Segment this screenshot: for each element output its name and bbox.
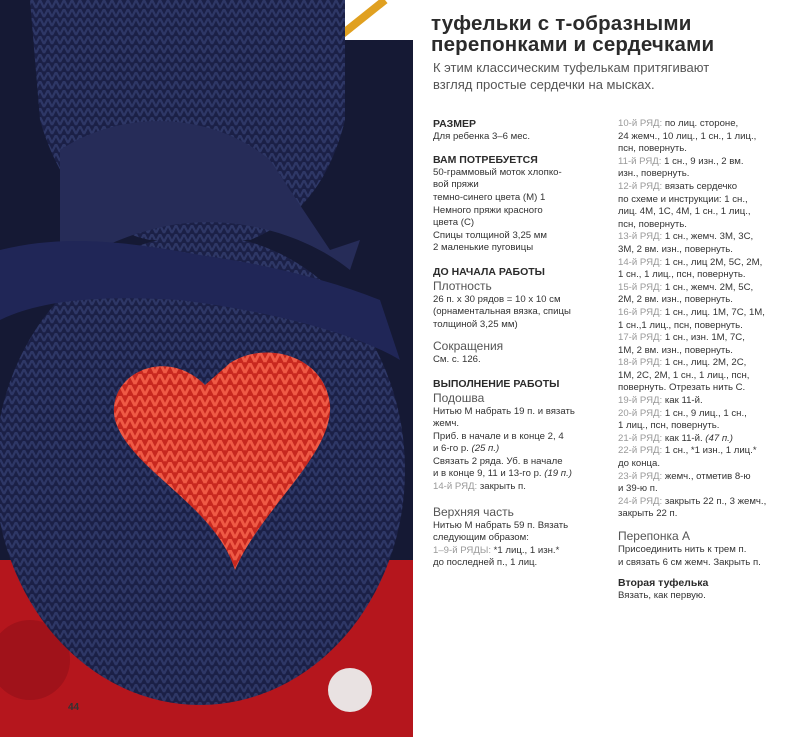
row-text: по лиц. стороне, xyxy=(662,118,739,129)
row-label: 22-й РЯД: xyxy=(618,445,663,457)
strap-title: Перепонка А xyxy=(618,529,690,543)
instruction-row xyxy=(618,320,796,333)
upper-line xyxy=(433,520,611,533)
row-text: как 11-й. xyxy=(662,432,706,444)
instruction-row xyxy=(618,445,796,458)
row-text: и 6-го р. xyxy=(433,443,472,455)
instruction-row xyxy=(618,168,796,181)
row-text: по схеме и инструкции: 1 сн., xyxy=(618,193,748,205)
sole-line xyxy=(433,418,611,431)
sole-line xyxy=(433,468,611,481)
row-label: 21-й РЯД: xyxy=(618,432,663,444)
row-text: 1 сн., лиц. 2М, 2С, xyxy=(662,357,747,369)
left-column xyxy=(433,118,611,570)
row-label: 12-й РЯД: xyxy=(618,180,663,192)
row-text: вязать сердечко xyxy=(662,180,738,192)
instruction-row xyxy=(618,420,796,433)
row-label: 11-й РЯД: xyxy=(618,155,662,167)
instruction-row xyxy=(618,395,796,408)
instruction-row xyxy=(618,370,796,383)
row-text: 1 сн.,1 лиц., псн, повернуть. xyxy=(618,319,743,331)
gauge-line: 26 п. х 30 рядов = 10 х 10 см xyxy=(433,293,561,305)
row-text: и 39-ю п. xyxy=(618,483,658,495)
right-column xyxy=(618,118,796,602)
instruction-row xyxy=(618,382,796,395)
intro-text xyxy=(433,59,783,93)
row-text: 24 жемч., 10 лиц., 1 сн., 1 лиц., xyxy=(618,130,757,142)
strap-line: и связать 6 см жемч. Закрыть п. xyxy=(618,556,761,568)
row-text: 1 сн., 1 лиц., псн, повернуть. xyxy=(618,269,746,281)
gauge-line: (орнаментальная вязка, спицы xyxy=(433,306,571,318)
materials-line: Спицы толщиной 3,25 мм xyxy=(433,229,547,241)
materials-list xyxy=(433,167,611,255)
upper-title: Верхняя часть xyxy=(433,504,514,519)
instruction-row xyxy=(618,357,796,370)
instruction-row xyxy=(618,206,796,219)
materials-line: 2 маленькие пуговицы xyxy=(433,242,534,254)
instruction-row xyxy=(618,282,796,295)
gauge-line: толщиной 3,25 мм) xyxy=(433,318,518,330)
row-label: 1–9-й РЯДЫ: xyxy=(433,544,491,556)
row-text: закрыть п. xyxy=(477,481,526,493)
strap-line: Присоединить нить к трем п. xyxy=(618,544,747,555)
row-text: 1 сн., изн. 1М, 7С, xyxy=(662,332,745,344)
instruction-row xyxy=(618,143,796,156)
gauge-list xyxy=(433,294,611,332)
materials-line: цвета (С) xyxy=(433,217,475,229)
row-text: 1 сн., 9 изн., 2 вм. xyxy=(661,155,744,167)
sole-title: Подошва xyxy=(433,390,485,405)
row-text: *1 лиц., 1 изн.* xyxy=(491,544,560,556)
row-text: 3М, 2 вм. изн., повернуть. xyxy=(618,243,733,255)
abbr-title: Сокращения xyxy=(433,339,504,354)
instruction-row xyxy=(618,345,796,358)
title-line-1: туфельки с т-образными xyxy=(431,12,692,35)
materials-line: вой пряжи xyxy=(433,179,479,191)
instruction-row xyxy=(618,118,796,131)
materials-heading: ВАМ ПОТРЕБУЕТСЯ xyxy=(433,154,538,167)
row-text: 1 лиц., псн, повернуть. xyxy=(618,420,720,432)
instruction-row xyxy=(618,433,796,446)
page-number: 44 xyxy=(68,702,80,713)
row-text: до конца. xyxy=(618,458,661,470)
size-text: Для ребенка 3–6 мес. xyxy=(433,130,531,142)
row-text: 1 сн., жемч. 3М, 3С, xyxy=(662,231,754,243)
row-text: следующим образом: xyxy=(433,532,529,544)
sole-instructions xyxy=(433,406,611,494)
row-label: 20-й РЯД: xyxy=(618,407,663,419)
upper-line xyxy=(433,557,611,570)
instruction-row xyxy=(618,219,796,232)
row-instructions xyxy=(618,118,796,521)
row-text: как 11-й. xyxy=(662,395,703,407)
row-text: Нитью М набрать 59 п. Вязать xyxy=(433,519,569,531)
instruction-row xyxy=(618,244,796,257)
row-text: Связать 2 ряда. Уб. в начале xyxy=(433,455,563,467)
row-text: 1 сн., жемч. 2М, 5С, xyxy=(662,281,754,293)
row-label: 23-й РЯД: xyxy=(618,470,663,482)
row-text: 1 сн., лиц 2М, 5С, 2М, xyxy=(662,256,763,268)
instruction-row xyxy=(618,181,796,194)
stitch-count: (25 п.) xyxy=(471,443,500,455)
sole-line xyxy=(433,406,611,419)
row-text: до последней п., 1 лиц. xyxy=(433,557,538,569)
instruction-row xyxy=(618,508,796,521)
sole-line xyxy=(433,481,611,494)
instruction-row xyxy=(618,307,796,320)
row-text: жемч. xyxy=(433,418,460,430)
materials-line: Немного пряжи красного xyxy=(433,204,543,216)
row-label: 10-й РЯД: xyxy=(618,118,663,129)
stitch-count: (47 п.) xyxy=(705,432,733,444)
instruction-row xyxy=(618,458,796,471)
article xyxy=(413,0,800,737)
row-text: 1 сн., лиц. 1М, 7С, 1М, xyxy=(662,306,765,318)
row-text: 1 сн., *1 изн., 1 лиц.* xyxy=(662,445,757,457)
gauge-title: Плотность xyxy=(433,278,492,293)
row-text: 1М, 2С, 2М, 1 сн., 1 лиц., псн, xyxy=(618,369,750,381)
work-heading: ВЫПОЛНЕНИЕ РАБОТЫ xyxy=(433,377,560,390)
sole-line xyxy=(433,456,611,469)
size-heading: РАЗМЕР xyxy=(433,118,476,130)
sole-line xyxy=(433,431,611,444)
upper-line xyxy=(433,545,611,558)
row-label: 17-й РЯД: xyxy=(618,332,663,344)
row-text: псн, повернуть. xyxy=(618,218,687,230)
instruction-row xyxy=(618,257,796,270)
row-label: 24-й РЯД: xyxy=(618,495,663,507)
row-text: 1М, 2 вм. изн., повернуть. xyxy=(618,344,733,356)
instruction-row xyxy=(618,471,796,484)
row-label: 14-й РЯД: xyxy=(618,256,663,268)
row-text: лиц. 4М, 1С, 4М, 1 сн., 1 лиц., xyxy=(618,206,751,218)
row-label: 19-й РЯД: xyxy=(618,395,663,407)
upper-instructions xyxy=(433,520,611,570)
row-text: Нитью М набрать 19 п. и вязать xyxy=(433,405,575,417)
before-heading: ДО НАЧАЛА РАБОТЫ xyxy=(433,265,545,278)
row-label: 15-й РЯД: xyxy=(618,281,663,293)
instruction-row xyxy=(618,294,796,307)
strap-instructions xyxy=(618,544,796,569)
row-text: изн., повернуть. xyxy=(618,168,690,180)
intro-line-1: К этим классическим туфелькам притягивают xyxy=(433,60,710,75)
instruction-row xyxy=(618,231,796,244)
stitch-count: (19 п.) xyxy=(544,468,572,480)
row-text: Приб. в начале и в конце 2, 4 xyxy=(433,430,564,442)
instruction-row xyxy=(618,269,796,282)
sole-line xyxy=(433,443,611,456)
second-slipper-heading: Вторая туфелька xyxy=(618,577,709,590)
row-label: 16-й РЯД: xyxy=(618,306,663,318)
title-line-2: перепонками и сердечками xyxy=(431,33,715,56)
article-title xyxy=(431,13,796,55)
row-text: повернуть. Отрезать нить С. xyxy=(618,382,746,394)
upper-line xyxy=(433,532,611,545)
instruction-row xyxy=(618,156,796,169)
row-text: закрыть 22 п., 3 жемч., xyxy=(662,495,767,507)
instruction-row xyxy=(618,483,796,496)
row-text: закрыть 22 п. xyxy=(618,508,678,520)
row-text: 2М, 2 вм. изн., повернуть. xyxy=(618,294,733,306)
row-label: 14-й РЯД: xyxy=(433,481,478,493)
instruction-row xyxy=(618,496,796,509)
row-text: 1 сн., 9 лиц., 1 сн., xyxy=(662,407,747,419)
row-label: 18-й РЯД: xyxy=(618,357,663,369)
instruction-row xyxy=(618,408,796,421)
intro-line-2: взгляд простые сердечки на мысках. xyxy=(433,77,655,92)
materials-line: 50-граммовый моток хлопко- xyxy=(433,166,562,178)
abbr-text: См. с. 126. xyxy=(433,354,481,366)
materials-line: темно-синего цвета (М) 1 xyxy=(433,191,546,203)
row-label: 13-й РЯД: xyxy=(618,231,663,243)
instruction-row xyxy=(618,194,796,207)
row-text: псн, повернуть. xyxy=(618,143,687,155)
second-slipper-text: Вязать, как первую. xyxy=(618,589,706,601)
row-text: жемч., отметив 8-ю xyxy=(662,470,751,482)
instruction-row xyxy=(618,332,796,345)
instruction-row xyxy=(618,131,796,144)
row-text: и в конце 9, 11 и 13-го р. xyxy=(433,468,545,480)
